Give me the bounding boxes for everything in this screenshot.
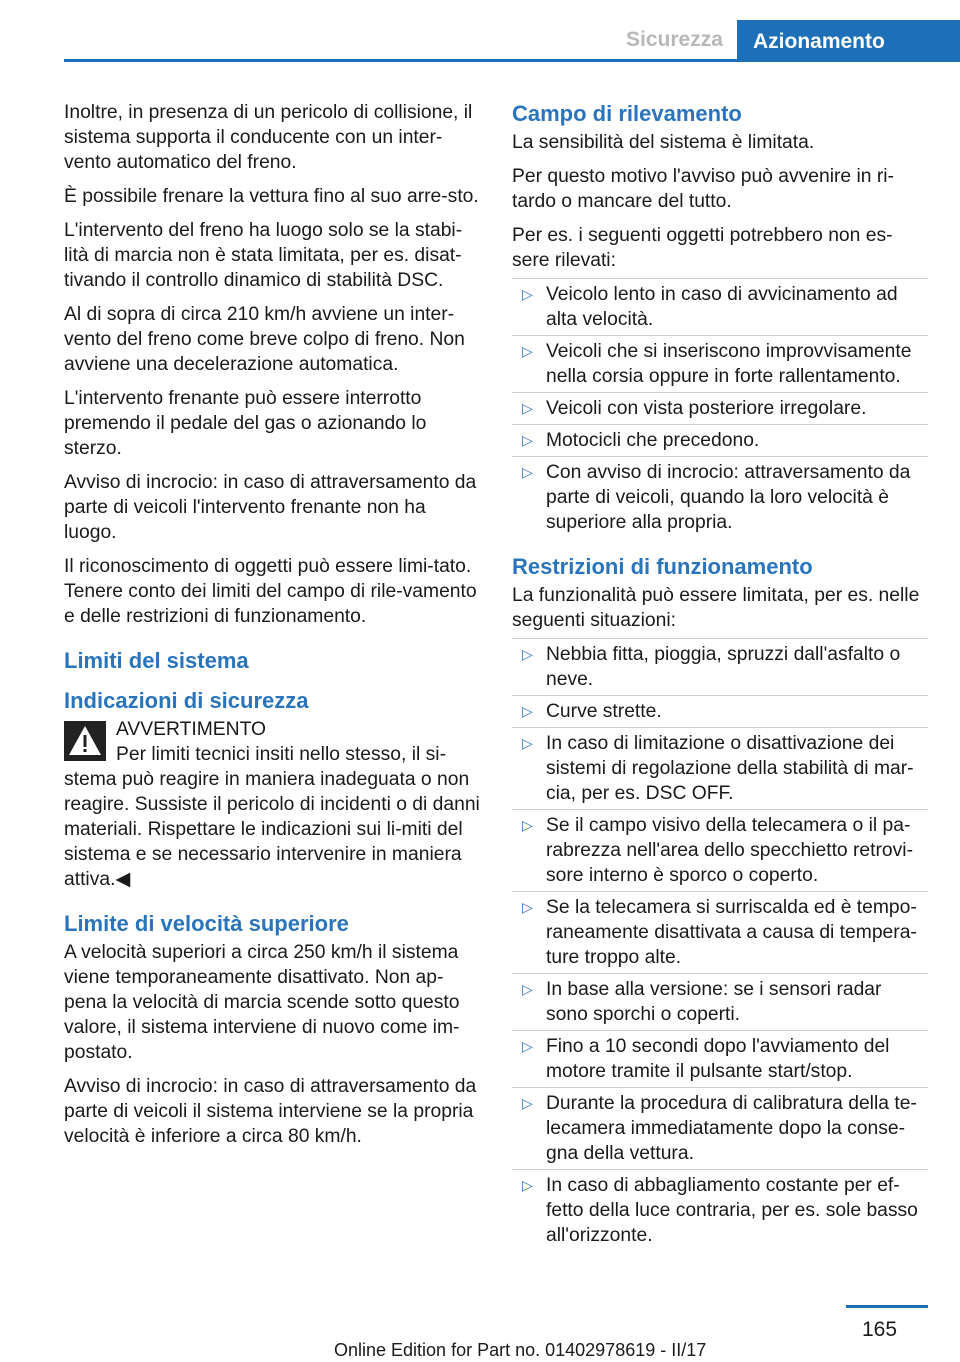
left-column xyxy=(64,100,480,1158)
paragraph: La funzionalità può essere limitata, per es. nelle seguenti situazioni: xyxy=(512,585,920,631)
section-tab-label: Azionamento xyxy=(753,30,885,53)
subsection-heading: Indicazioni di sicurezza xyxy=(64,688,309,713)
header-divider xyxy=(64,59,960,62)
paragraph: L'intervento del freno ha luogo solo se la stabi-lità di marcia non è stata limitata, per es. disat-tivando il controllo dinamico di stabilità DSC. xyxy=(64,220,463,291)
section-tab-azionamento[interactable] xyxy=(737,20,960,62)
paragraph: Avviso di incrocio: in caso di attraversamento da parte di veicoli il sistema interviene se la propria velocità è inferiore a circa 80 km/h. xyxy=(64,1076,477,1147)
list-item: ▷ Se il campo visivo della telecamera o il pa-rabrezza nell'area dello specchietto retrovi-sore interno è sporco o coperto. xyxy=(512,813,928,888)
list-item: ▷ Con avviso di incrocio: attraversamento da parte di veicoli, quando la loro velocità è superiore alla propria. xyxy=(512,460,928,535)
warning-triangle-icon xyxy=(64,721,106,761)
triangle-bullet-icon: ▷ xyxy=(522,400,533,416)
triangle-bullet-icon: ▷ xyxy=(522,343,533,359)
bullet-list xyxy=(512,282,928,535)
list-item: ▷ Se la telecamera si surriscalda ed è tempo-raneamente disattivata a causa di tempera-ture troppo alte. xyxy=(512,895,928,970)
list-item: ▷ Veicolo lento in caso di avvicinamento ad alta velocità. xyxy=(512,282,928,332)
list-item: ▷ Motocicli che precedono. xyxy=(512,428,928,453)
triangle-bullet-icon: ▷ xyxy=(522,703,533,719)
paragraph: È possibile frenare la vettura fino al suo arre-sto. xyxy=(64,186,479,207)
page-header xyxy=(0,0,960,62)
triangle-bullet-icon: ▷ xyxy=(522,899,533,915)
triangle-bullet-icon: ▷ xyxy=(522,817,533,833)
list-item: ▷ Nebbia fitta, pioggia, spruzzi dall'asfalto o neve. xyxy=(512,642,928,692)
paragraph: Inoltre, in presenza di un pericolo di collisione, il sistema supporta il conducente con un inter-vento automatico del freno. xyxy=(64,102,473,173)
right-column xyxy=(512,100,928,1257)
triangle-bullet-icon: ▷ xyxy=(522,646,533,662)
triangle-bullet-icon: ▷ xyxy=(522,464,533,480)
paragraph: Il riconoscimento di oggetti può essere limi-tato. Tenere conto dei limiti del campo di rile-vamento e delle restrizioni di funzionamento. xyxy=(64,556,477,627)
list-item: ▷ Curve strette. xyxy=(512,699,928,724)
warning-text: Per limiti tecnici insiti nello stesso, il si- xyxy=(116,744,447,765)
triangle-bullet-icon: ▷ xyxy=(522,286,533,302)
triangle-bullet-icon: ▷ xyxy=(522,735,533,751)
list-item: ▷ Durante la procedura di calibratura della te-lecamera immediatamente dopo la conse-gna della vettura. xyxy=(512,1091,928,1166)
warning-text: stema può reagire in maniera inadeguata o non reagire. Sussiste il pericolo di incidenti o di danni materiali. Rispettare le indicazioni sui li-miti del sistema e se necessario intervenire in maniera attiva.◀ xyxy=(64,769,480,890)
section-tab-sicurezza[interactable]: Sicurezza xyxy=(626,28,723,51)
edition-footer: Online Edition for Part no. 01402978619 - II/17 xyxy=(334,1340,707,1360)
section-heading: Limiti del sistema xyxy=(64,648,249,673)
bullet-list xyxy=(512,642,928,1248)
list-item: ▷ Veicoli con vista posteriore irregolare. xyxy=(512,396,928,421)
list-item: ▷ In base alla versione: se i sensori radar sono sporchi o coperti. xyxy=(512,977,928,1027)
triangle-bullet-icon: ▷ xyxy=(522,1177,533,1193)
subsection-heading: Limite di velocità superiore xyxy=(64,911,349,936)
triangle-bullet-icon: ▷ xyxy=(522,432,533,448)
paragraph: Al di sopra di circa 210 km/h avviene un inter-vento del freno come breve colpo di freno. Non avviene una decelerazione automatica. xyxy=(64,304,465,375)
paragraph: L'intervento frenante può essere interrotto premendo il pedale del gas o azionando lo sterzo. xyxy=(64,388,427,459)
triangle-bullet-icon: ▷ xyxy=(522,981,533,997)
page-number-divider xyxy=(846,1305,928,1308)
paragraph: A velocità superiori a circa 250 km/h il sistema viene temporaneamente disattivato. Non ap-pena la velocità di marcia scende sotto questo valore, il sistema interviene di nuovo come im-postato. xyxy=(64,942,460,1063)
paragraph: Per questo motivo l'avviso può avvenire in ri-tardo o mancare del tutto. xyxy=(512,166,894,212)
list-item: ▷ In caso di limitazione o disattivazione dei sistemi di regolazione della stabilità di mar-cia, per es. DSC OFF. xyxy=(512,731,928,806)
subsection-heading: Restrizioni di funzionamento xyxy=(512,554,813,579)
paragraph: La sensibilità del sistema è limitata. xyxy=(512,132,815,153)
warning-block xyxy=(64,717,480,892)
triangle-bullet-icon: ▷ xyxy=(522,1038,533,1054)
paragraph: Per es. i seguenti oggetti potrebbero non es-sere rilevati: xyxy=(512,225,893,271)
list-item: ▷ Veicoli che si inseriscono improvvisamente nella corsia oppure in forte rallentamento. xyxy=(512,339,928,389)
warning-title: AVVERTIMENTO xyxy=(116,719,266,740)
triangle-bullet-icon: ▷ xyxy=(522,1095,533,1111)
list-item: ▷ Fino a 10 secondi dopo l'avviamento del motore tramite il pulsante start/stop. xyxy=(512,1034,928,1084)
subsection-heading: Campo di rilevamento xyxy=(512,101,742,126)
page-number: 165 xyxy=(862,1318,898,1341)
paragraph: Avviso di incrocio: in caso di attraversamento da parte di veicoli l'intervento frenante non ha luogo. xyxy=(64,472,477,543)
list-item: ▷ In caso di abbagliamento costante per ef-fetto della luce contraria, per es. sole basso all'orizzonte. xyxy=(512,1173,928,1248)
